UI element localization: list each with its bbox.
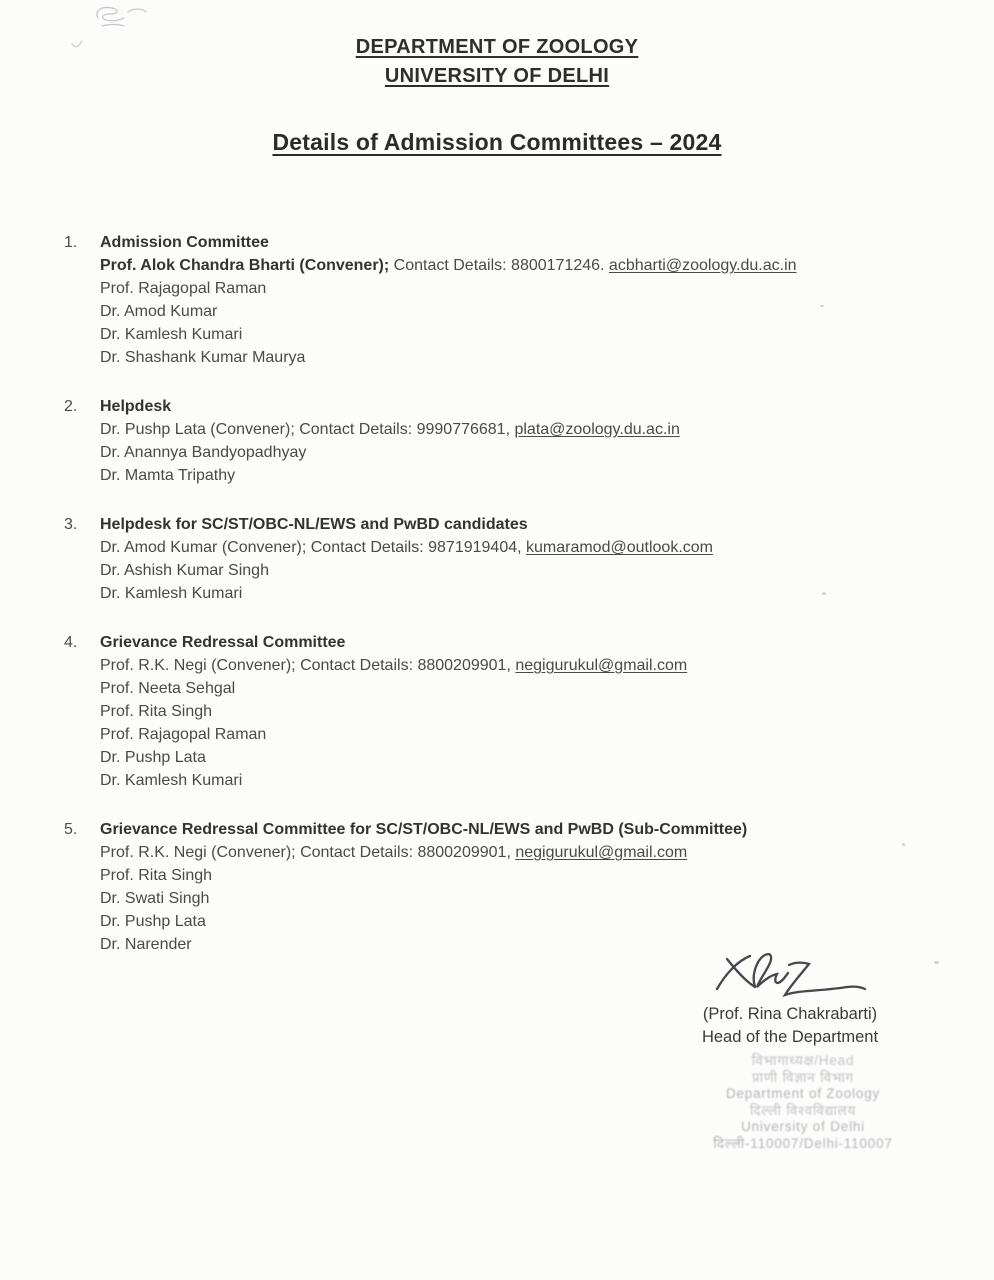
convener-email: plata@zoology.du.ac.in — [514, 421, 680, 438]
member-list — [100, 441, 994, 487]
convener-contact-text: Prof. R.K. Negi (Convener); Contact Details: 8800209901, — [100, 657, 516, 674]
section-heading: Grievance Redressal Committee — [100, 634, 346, 651]
convener-contact-text: Prof. R.K. Negi (Convener); Contact Details: 8800209901, — [100, 844, 516, 861]
member-name: Prof. Rita Singh — [100, 867, 213, 884]
scan-speck — [934, 961, 939, 964]
page-title: Details of Admission Committees – 2024 — [272, 129, 722, 155]
stamp-line: University of Delhi — [741, 1119, 865, 1134]
scan-speck — [902, 843, 905, 846]
member-name: Dr. Narender — [100, 936, 192, 953]
member-name: Prof. Neeta Sehgal — [100, 680, 236, 697]
member-name: Dr. Shashank Kumar Maurya — [100, 349, 306, 366]
stamp-line: दिल्ली-110007/Delhi-110007 — [713, 1135, 893, 1151]
member-list — [100, 559, 994, 605]
member-list — [100, 677, 994, 792]
convener-contact-text: Dr. Pushp Lata (Convener); Contact Details: 9990776681, — [100, 421, 515, 438]
section-heading: Grievance Redressal Committee for SC/ST/OBC-NL/EWS and PwBD (Sub-Committee) — [100, 821, 748, 838]
convener-contact-text: Contact Details: 8800171246. — [393, 257, 609, 274]
member-name: Dr. Ashish Kumar Singh — [100, 562, 269, 579]
section-admission-committee — [0, 231, 994, 369]
stamp-line: Department of Zoology — [725, 1086, 881, 1101]
convener-line — [100, 254, 994, 277]
scan-speck — [820, 305, 824, 307]
section-number: 2. — [64, 398, 78, 415]
member-name: Dr. Amod Kumar — [100, 303, 218, 320]
section-number: 4. — [64, 634, 78, 651]
member-name: Dr. Pushp Lata — [100, 913, 206, 930]
university-name: UNIVERSITY OF DELHI — [384, 65, 610, 87]
member-name: Dr. Anannya Bandyopadhyay — [100, 444, 307, 461]
section-heading: Admission Committee — [100, 234, 269, 251]
member-name: Dr. Kamlesh Kumari — [100, 585, 243, 602]
committee-sections — [0, 231, 994, 956]
member-name: Prof. Rajagopal Raman — [100, 280, 267, 297]
section-heading: Helpdesk for SC/ST/OBC-NL/EWS and PwBD candidates — [100, 516, 528, 533]
stamp-line: दिल्ली विश्वविद्यालय — [749, 1102, 857, 1118]
section-number: 1. — [64, 234, 78, 251]
stamp-line: विभागाध्यक्ष/Head — [751, 1053, 855, 1068]
section-helpdesk — [0, 395, 994, 487]
stamp-line: प्राणी विज्ञान विभाग — [751, 1069, 855, 1085]
pencil-scribble-mark — [92, 2, 162, 37]
convener-line — [100, 536, 994, 559]
signature-block — [620, 943, 960, 1152]
member-name: Prof. Rajagopal Raman — [100, 726, 267, 743]
section-number: 3. — [64, 516, 78, 533]
office-stamp — [620, 1053, 960, 1152]
member-name: Dr. Kamlesh Kumari — [100, 772, 243, 789]
section-grievance-sub-committee — [0, 818, 994, 956]
signatory-role: Head of the Department — [701, 1028, 879, 1046]
handwritten-signature — [705, 943, 875, 1003]
member-name: Dr. Mamta Tripathy — [100, 467, 236, 484]
department-name: DEPARTMENT OF ZOOLOGY — [355, 36, 639, 58]
convener-email: kumaramod@outlook.com — [526, 539, 713, 556]
scan-speck — [822, 592, 826, 595]
section-grievance-redressal-committee — [0, 631, 994, 792]
convener-contact-text: Dr. Amod Kumar (Convener); Contact Details: 9871919404, — [100, 539, 526, 556]
member-name: Dr. Kamlesh Kumari — [100, 326, 243, 343]
convener-line — [100, 418, 994, 441]
section-heading: Helpdesk — [100, 398, 172, 415]
convener-email: negigurukul@gmail.com — [515, 844, 688, 861]
member-name: Dr. Pushp Lata — [100, 749, 206, 766]
member-name: Dr. Swati Singh — [100, 890, 210, 907]
convener-line — [100, 841, 994, 864]
member-name: Prof. Rita Singh — [100, 703, 213, 720]
signatory-name: (Prof. Rina Chakrabarti) — [702, 1005, 878, 1023]
section-helpdesk-reserved-categories — [0, 513, 994, 605]
convener-name: Prof. Alok Chandra Bharti (Convener); — [100, 257, 394, 274]
section-number: 5. — [64, 821, 78, 838]
pencil-tick-mark — [70, 38, 84, 52]
convener-email: negigurukul@gmail.com — [515, 657, 688, 674]
convener-line — [100, 654, 994, 677]
convener-email: acbharti@zoology.du.ac.in — [608, 257, 797, 274]
member-list — [100, 277, 994, 369]
